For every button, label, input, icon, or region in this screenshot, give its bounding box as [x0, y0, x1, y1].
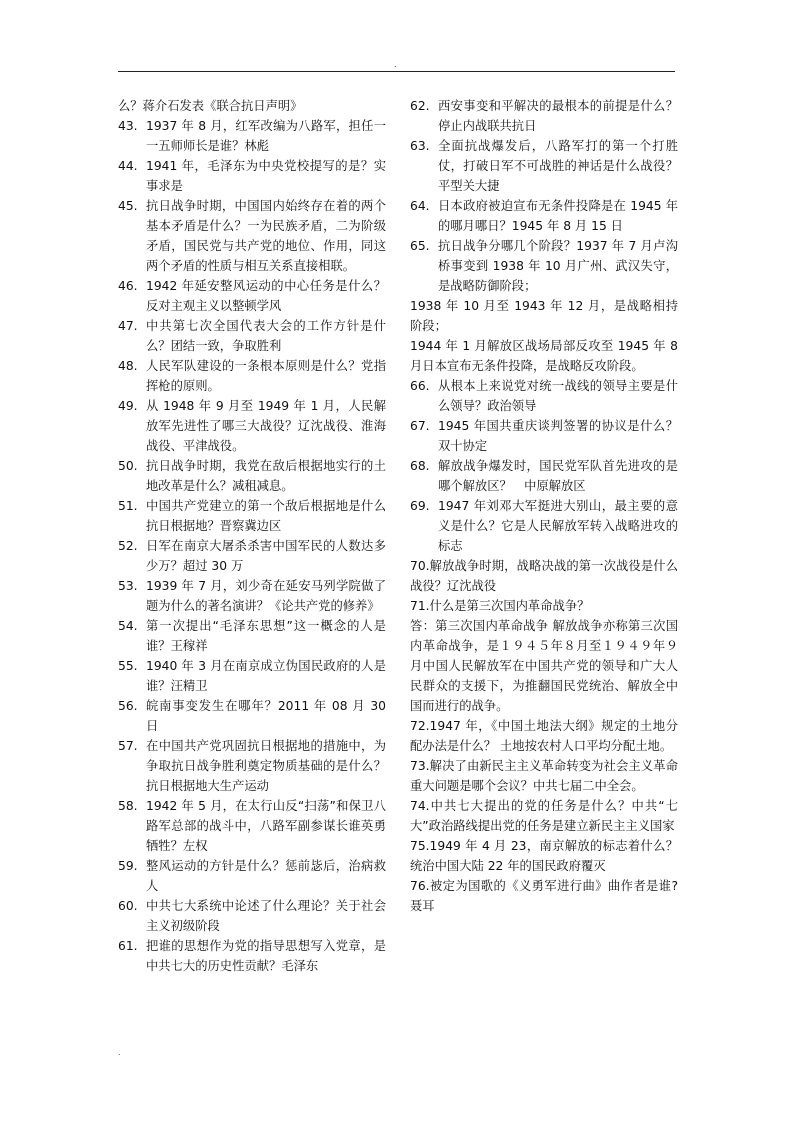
question-text: 中国共产党建立的第一个敌后根据地是什么抗日根据地？晋察冀边区	[146, 499, 386, 533]
question-item	[118, 396, 386, 456]
question-number: 50.	[118, 459, 138, 473]
question-text: 日本政府被迫宣布无条件投降是在 1945 年的哪月哪日？1945 年 8 月 15 日	[438, 199, 678, 233]
question-item	[410, 376, 678, 416]
question-number: 61.	[118, 939, 138, 953]
question-text: 整风运动的方针是什么？惩前毖后，治病救人	[146, 859, 386, 893]
question-text: 日军在南京大屠杀杀害中国军民的人数达多少万？超过 30 万	[146, 539, 386, 573]
question-number: 66.	[410, 379, 430, 393]
question-item	[118, 496, 386, 536]
question-text: 1940 年 3 月在南京成立伪国民政府的人是谁？汪精卫	[146, 659, 386, 693]
question-item	[118, 196, 386, 276]
question-item	[410, 96, 678, 136]
question-item	[118, 856, 386, 896]
question-text: 1942 年延安整风运动的中心任务是什么？反对主观主义以整顿学风	[146, 279, 386, 313]
question-item	[118, 656, 386, 696]
paragraph: 73.解决了由新民主主义革命转变为社会主义革命重大问题是哪个会议？中共七届二中全会。	[410, 759, 678, 793]
question-text: 皖南事变发生在哪年？2011 年 08 月 30 日	[146, 699, 386, 733]
question-item	[118, 456, 386, 496]
question-item	[118, 356, 386, 396]
paragraph: 1944 年 1 月解放区战场局部反攻至 1945 年 8 月日本宣布无条件投降，是战略反攻阶段。	[410, 339, 678, 373]
question-number: 62.	[410, 99, 430, 113]
question-text: 抗日战争时期，中国国内始终存在着的两个基本矛盾是什么？一为民族矛盾，二为阶级矛盾，国民党与共产党的地位、作用，同这两个矛盾的性质与相互关系直接相联。	[146, 199, 386, 273]
question-number: 45.	[118, 199, 138, 213]
question-number: 44.	[118, 159, 138, 173]
question-item	[118, 796, 386, 856]
question-number: 54.	[118, 619, 138, 633]
question-number: 65.	[410, 239, 430, 253]
question-number: 58.	[118, 799, 138, 813]
question-item	[118, 276, 386, 316]
question-number: 67.	[410, 419, 430, 433]
question-text: 在中国共产党巩固抗日根据地的措施中，为争取抗日战争胜利奠定物质基础的是什么？抗日根据地大生产运动	[146, 739, 386, 793]
question-item	[410, 196, 678, 236]
right-column	[410, 96, 691, 916]
question-text: 全面抗战爆发后，八路军打的第一个打胜仗，打破日军不可战胜的神话是什么战役？平型关大捷	[438, 139, 678, 193]
question-text: 1937 年 8 月，红军改编为八路军，担任一一五师师长是谁？林彪	[146, 119, 386, 153]
question-item	[118, 936, 386, 976]
question-text: 第一次提出“毛泽东思想”这一概念的人是谁？王稼祥	[146, 619, 386, 653]
paragraph: 75.1949 年 4 月 23，南京解放的标志着什么？统治中国大陆 22 年的国民政府覆灭	[410, 839, 678, 873]
question-item	[410, 456, 678, 496]
question-text: 1942 年 5 月，在太行山反“扫荡”和保卫八路军总部的战斗中，八路军副参谋长谁英勇牺牲？左权	[146, 799, 386, 853]
question-number: 69.	[410, 499, 430, 513]
question-number: 59.	[118, 859, 138, 873]
question-number: 43.	[118, 119, 138, 133]
question-number: 60.	[118, 899, 138, 913]
question-number: 68.	[410, 459, 430, 473]
paragraph: 74.中共七大提出的党的任务是什么？中共“七大”政治路线提出党的任务是建立新民主主义国家	[410, 799, 678, 833]
question-item	[118, 536, 386, 576]
question-text: 人民军队建设的一条根本原则是什么？党指挥枪的原则。	[146, 359, 386, 393]
question-item	[118, 156, 386, 196]
question-item	[118, 696, 386, 736]
question-item	[118, 576, 386, 616]
question-item	[410, 496, 678, 556]
paragraph: 么？蒋介石发表《联合抗日声明》	[118, 99, 303, 113]
question-text: 中共七大系统中论述了什么理论？关于社会主义初级阶段	[146, 899, 386, 933]
question-number: 51.	[118, 499, 138, 513]
question-text: 1945 年国共重庆谈判签署的协议是什么？ 双十协定	[438, 419, 691, 453]
paragraph: 72.1947 年，《中国土地法大纲》规定的土地分配办法是什么？ 土地按农村人口平均分配土地。	[410, 719, 678, 753]
question-number: 46.	[118, 279, 138, 293]
question-text: 西安事变和平解决的最根本的前提是什么？停止内战联共抗日	[438, 99, 678, 133]
question-number: 64.	[410, 199, 430, 213]
question-text: 中共第七次全国代表大会的工作方针是什么？团结一致，争取胜利	[146, 319, 386, 353]
question-text: 1947 年刘邓大军挺进大别山，最主要的意义是什么？它是人民解放军转入战略进攻的标志	[438, 499, 678, 553]
question-text: 从根本上来说党对统一战线的领导主要是什么领导？政治领导	[438, 379, 678, 413]
paragraph: 1938 年 10 月至 1943 年 12 月，是战略相持阶段；	[410, 299, 678, 333]
question-number: 47.	[118, 319, 138, 333]
left-column	[118, 96, 386, 976]
question-item	[410, 416, 691, 456]
question-number: 57.	[118, 739, 138, 753]
question-text: 把谁的思想作为党的指导思想写入党章，是中共七大的历史性贡献？毛泽东	[146, 939, 386, 973]
question-text: 1941 年，毛泽东为中央党校提写的是？实事求是	[146, 159, 386, 193]
question-number: 56.	[118, 699, 138, 713]
paragraph: 76.被定为国歌的《义勇军进行曲》曲作者是谁?聂耳	[410, 879, 678, 913]
question-number: 55.	[118, 659, 138, 673]
question-text: 抗日战争时期，我党在敌后根据地实行的土地改革是什么？减租减息。	[146, 459, 386, 493]
question-number: 63.	[410, 139, 430, 153]
paragraph: 71.什么是第三次国内革命战争？	[410, 599, 590, 613]
question-text: 解放战争爆发时，国民党军队首先进攻的是哪个解放区？ 中原解放区	[438, 459, 678, 493]
question-item	[118, 116, 386, 156]
question-item	[410, 136, 678, 196]
header-rule	[118, 71, 675, 72]
footer-dot: .	[118, 1048, 121, 1057]
question-number: 48.	[118, 359, 138, 373]
question-number: 52.	[118, 539, 138, 553]
question-text: 抗日战争分哪几个阶段？1937 年 7 月卢沟桥事变到 1938 年 10 月广州、武汉失守，是战略防御阶段；	[438, 239, 678, 293]
question-item	[410, 236, 678, 296]
paragraph: 答：第三次国内革命战争 解放战争亦称第三次国内革命战争，是１９４５年８月至１９４９年９月中国人民解放军在中国共产党的领导和广大人民群众的支援下，为推翻国民党统治、解放全中国而进行的战争。	[410, 619, 678, 713]
question-number: 53.	[118, 579, 138, 593]
question-item	[118, 736, 386, 796]
question-item	[118, 896, 386, 936]
paragraph: 70.解放战争时期，战略决战的第一次战役是什么战役？辽沈战役	[410, 559, 678, 593]
question-number: 49.	[118, 399, 138, 413]
question-item	[118, 616, 386, 656]
question-text: 1939 年 7 月，刘少奇在延安马列学院做了题为什么的著名演讲？《论共产党的修养》	[146, 579, 386, 613]
question-item	[118, 316, 386, 356]
question-text: 从 1948 年 9 月至 1949 年 1 月，人民解放军先进性了哪三大战役？辽沈战役、淮海战役、平津战役。	[146, 399, 386, 453]
header-dot: .	[394, 60, 397, 69]
